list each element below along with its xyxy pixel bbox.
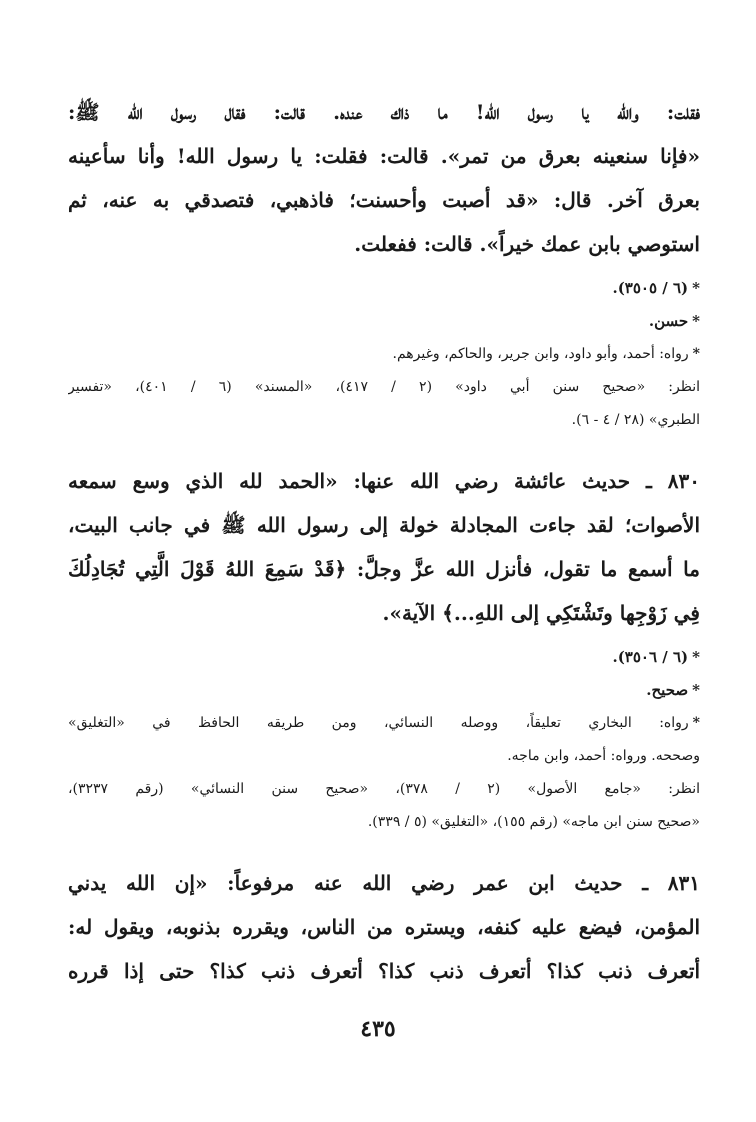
note-see-also: الطبري» (٢٨ / ٤ - ٦). bbox=[571, 412, 700, 428]
text-line: فقلت: والله يا رسول الله! ما ذاك عنده. قالت: فقال رسول الله ﷺ: bbox=[68, 100, 700, 124]
note-narrated: *رواه: البخاري تعليقاً، ووصله النسائي، ومن طريقه الحافظ في «التغليق» bbox=[68, 715, 700, 731]
note-narrated: *رواه: أحمد، وأبو داود، وابن جرير، والحاكم، وغيرهم. bbox=[392, 346, 700, 362]
hadith-continuation bbox=[68, 90, 700, 266]
text-line: بعرق آخر. قال: «قد أصبت وأحسنت؛ فاذهبي، فتصدقي به عنه، ثم bbox=[68, 188, 700, 212]
hadith-notes bbox=[68, 641, 700, 839]
text-line: فِي زَوْجِها وتَشْتَكِي إلى اللهِ...﴾ الآية». bbox=[382, 601, 700, 625]
note-see-also: انظر: «صحيح سنن أبي داود» (٢ / ٤١٧)، «المسند» (٦ / ٤٠١)، «تفسير bbox=[68, 379, 700, 395]
text-line: ما أسمع ما تقول، فأنزل الله عزَّ وجلَّ: ﴿قَدْ سَمِعَ اللهُ قَوْلَ الَّتِي تُجَادِلُكَ bbox=[68, 557, 700, 581]
text-line: «فإنا سنعينه بعرق من تمر». قالت: فقلت: يا رسول الله! وأنا سأعينه bbox=[68, 144, 700, 168]
note-grade: *صحيح. bbox=[646, 681, 700, 699]
asterisk-marker: * bbox=[692, 312, 700, 330]
page-number: ٤٣٥ bbox=[360, 1016, 396, 1042]
asterisk-marker: * bbox=[692, 346, 700, 362]
note-reference: *(٦ / ٣٥٠٥). bbox=[612, 279, 700, 297]
asterisk-marker: * bbox=[692, 648, 700, 666]
hadith-notes bbox=[68, 272, 700, 437]
text-line: ٨٣١ ـ حديث ابن عمر رضي الله عنه مرفوعاً: «إن الله يدني bbox=[68, 871, 700, 895]
note-narrated: وصححه. ورواه: أحمد، وابن ماجه. bbox=[507, 748, 700, 764]
text-line: استوصي بابن عمك خيراً». قالت: ففعلت. bbox=[354, 232, 700, 256]
text-line: ٨٣٠ ـ حديث عائشة رضي الله عنها: «الحمد لله الذي وسع سمعه bbox=[68, 469, 700, 493]
hadith-831 bbox=[68, 861, 700, 993]
text-line: أتعرف ذنب كذا؟ أتعرف ذنب كذا؟ أتعرف ذنب كذا؟ حتى إذا قرره bbox=[68, 959, 700, 983]
asterisk-marker: * bbox=[692, 681, 700, 699]
asterisk-marker: * bbox=[692, 279, 700, 297]
asterisk-marker: * bbox=[692, 715, 700, 731]
hadith-830 bbox=[68, 459, 700, 635]
text-line: المؤمن، فيضع عليه كنفه، ويستره من الناس، ويقرره بذنوبه، ويقول له: bbox=[68, 915, 700, 939]
page-content bbox=[68, 90, 700, 993]
note-see-also: «صحيح سنن ابن ماجه» (رقم ١٥٥)، «التغليق» (٥ / ٣٣٩). bbox=[367, 814, 700, 830]
note-grade: *حسن. bbox=[648, 312, 700, 330]
note-see-also: انظر: «جامع الأصول» (٢ / ٣٧٨)، «صحيح سنن النسائي» (رقم ٣٢٣٧)، bbox=[68, 781, 700, 797]
note-reference: *(٦ / ٣٥٠٦). bbox=[612, 648, 700, 666]
text-line: الأصوات؛ لقد جاءت المجادلة خولة إلى رسول الله ﷺ في جانب البيت، bbox=[68, 513, 700, 537]
